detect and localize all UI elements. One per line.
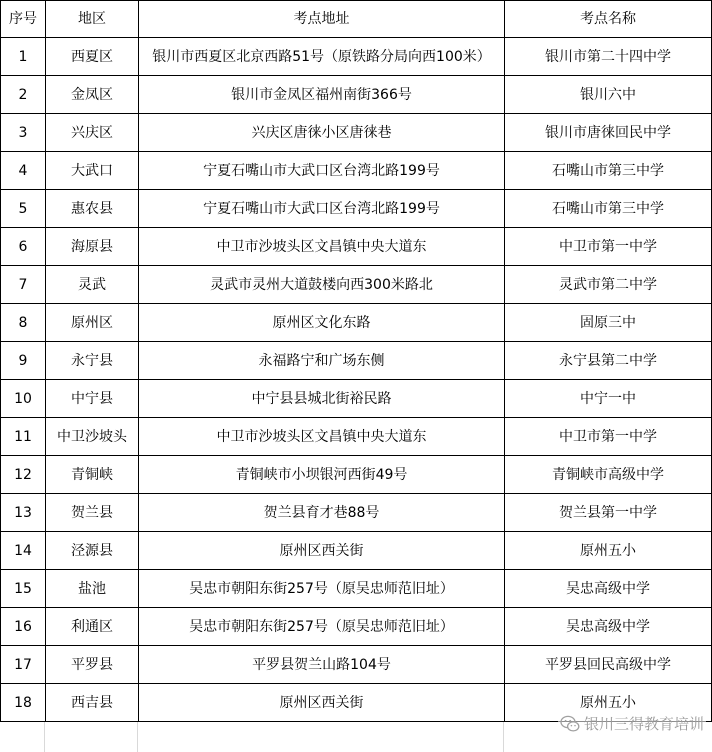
cell-area: 西夏区	[46, 38, 139, 76]
table-row	[1, 456, 712, 494]
wechat-icon	[560, 715, 580, 733]
cell-name: 平罗县回民高级中学	[505, 646, 712, 684]
cell-name: 石嘴山市第三中学	[505, 190, 712, 228]
cell-address: 原州区西关街	[139, 532, 505, 570]
table-row	[1, 152, 712, 190]
cell-address: 吴忠市朝阳东街257号（原吴忠师范旧址）	[139, 608, 505, 646]
cell-address: 原州区西关街	[139, 684, 505, 722]
cell-area: 平罗县	[46, 646, 139, 684]
cell-name: 石嘴山市第三中学	[505, 152, 712, 190]
cell-name: 固原三中	[505, 304, 712, 342]
cell-no: 7	[1, 266, 46, 304]
table-row	[1, 190, 712, 228]
table-row	[1, 646, 712, 684]
cell-name: 吴忠高级中学	[505, 608, 712, 646]
cell-area: 灵武	[46, 266, 139, 304]
cell-name: 中宁一中	[505, 380, 712, 418]
table-row	[1, 304, 712, 342]
cell-name: 银川六中	[505, 76, 712, 114]
cell-no: 12	[1, 456, 46, 494]
table-row	[1, 380, 712, 418]
cell-area: 泾源县	[46, 532, 139, 570]
table-row	[1, 494, 712, 532]
cell-area: 中宁县	[46, 380, 139, 418]
cell-area: 贺兰县	[46, 494, 139, 532]
cell-area: 盐池	[46, 570, 139, 608]
cell-address: 宁夏石嘴山市大武口区台湾北路199号	[139, 190, 505, 228]
cell-address: 宁夏石嘴山市大武口区台湾北路199号	[139, 152, 505, 190]
cell-address: 银川市西夏区北京西路51号（原铁路分局向西100米）	[139, 38, 505, 76]
cell-area: 永宁县	[46, 342, 139, 380]
cell-no: 14	[1, 532, 46, 570]
cell-name: 原州五小	[505, 684, 712, 722]
cell-area: 海原县	[46, 228, 139, 266]
header-name: 考点名称	[505, 1, 712, 38]
cell-no: 2	[1, 76, 46, 114]
table-row	[1, 228, 712, 266]
table-row	[1, 266, 712, 304]
cell-no: 11	[1, 418, 46, 456]
cell-name: 吴忠高级中学	[505, 570, 712, 608]
cell-no: 8	[1, 304, 46, 342]
table-row	[1, 418, 712, 456]
cell-no: 9	[1, 342, 46, 380]
cell-name: 灵武市第二中学	[505, 266, 712, 304]
cell-name: 中卫市第一中学	[505, 418, 712, 456]
header-no: 序号	[1, 1, 46, 38]
cell-address: 中卫市沙坡头区文昌镇中央大道东	[139, 228, 505, 266]
cell-name: 原州五小	[505, 532, 712, 570]
cell-address: 贺兰县育才巷88号	[139, 494, 505, 532]
cell-address: 中卫市沙坡头区文昌镇中央大道东	[139, 418, 505, 456]
cell-address: 永福路宁和广场东侧	[139, 342, 505, 380]
cell-area: 金凤区	[46, 76, 139, 114]
cell-area: 兴庆区	[46, 114, 139, 152]
cell-address: 原州区文化东路	[139, 304, 505, 342]
cell-name: 中卫市第一中学	[505, 228, 712, 266]
header-area: 地区	[46, 1, 139, 38]
cell-name: 银川市唐徕回民中学	[505, 114, 712, 152]
header-address: 考点地址	[139, 1, 505, 38]
cell-no: 6	[1, 228, 46, 266]
cell-no: 13	[1, 494, 46, 532]
cell-area: 青铜峡	[46, 456, 139, 494]
cell-address: 中宁县县城北街裕民路	[139, 380, 505, 418]
cell-no: 4	[1, 152, 46, 190]
cell-no: 5	[1, 190, 46, 228]
table-row	[1, 76, 712, 114]
cell-address: 灵武市灵州大道鼓楼向西300米路北	[139, 266, 505, 304]
cell-area: 西吉县	[46, 684, 139, 722]
cell-name: 贺兰县第一中学	[505, 494, 712, 532]
cell-no: 17	[1, 646, 46, 684]
table-row	[1, 608, 712, 646]
cell-no: 15	[1, 570, 46, 608]
cell-area: 中卫沙坡头	[46, 418, 139, 456]
cell-area: 利通区	[46, 608, 139, 646]
cell-address: 银川市金凤区福州南街366号	[139, 76, 505, 114]
cell-area: 原州区	[46, 304, 139, 342]
table-row	[1, 570, 712, 608]
cell-address: 吴忠市朝阳东街257号（原吴忠师范旧址）	[139, 570, 505, 608]
cell-area: 惠农县	[46, 190, 139, 228]
cell-name: 永宁县第二中学	[505, 342, 712, 380]
cell-area: 大武口	[46, 152, 139, 190]
table-header-row	[1, 1, 712, 38]
cell-no: 16	[1, 608, 46, 646]
cell-no: 10	[1, 380, 46, 418]
cell-no: 3	[1, 114, 46, 152]
cell-name: 青铜峡市高级中学	[505, 456, 712, 494]
cell-address: 青铜峡市小坝银河西街49号	[139, 456, 505, 494]
cell-name: 银川市第二十四中学	[505, 38, 712, 76]
watermark-text: 银川三得教育培训	[583, 715, 704, 733]
cell-no: 1	[1, 38, 46, 76]
table-row	[1, 342, 712, 380]
table-row	[1, 38, 712, 76]
table-row	[1, 114, 712, 152]
cell-no: 18	[1, 684, 46, 722]
cell-address: 兴庆区唐徕小区唐徕巷	[139, 114, 505, 152]
watermark	[558, 713, 706, 734]
table-row	[1, 532, 712, 570]
cell-address: 平罗县贺兰山路104号	[139, 646, 505, 684]
